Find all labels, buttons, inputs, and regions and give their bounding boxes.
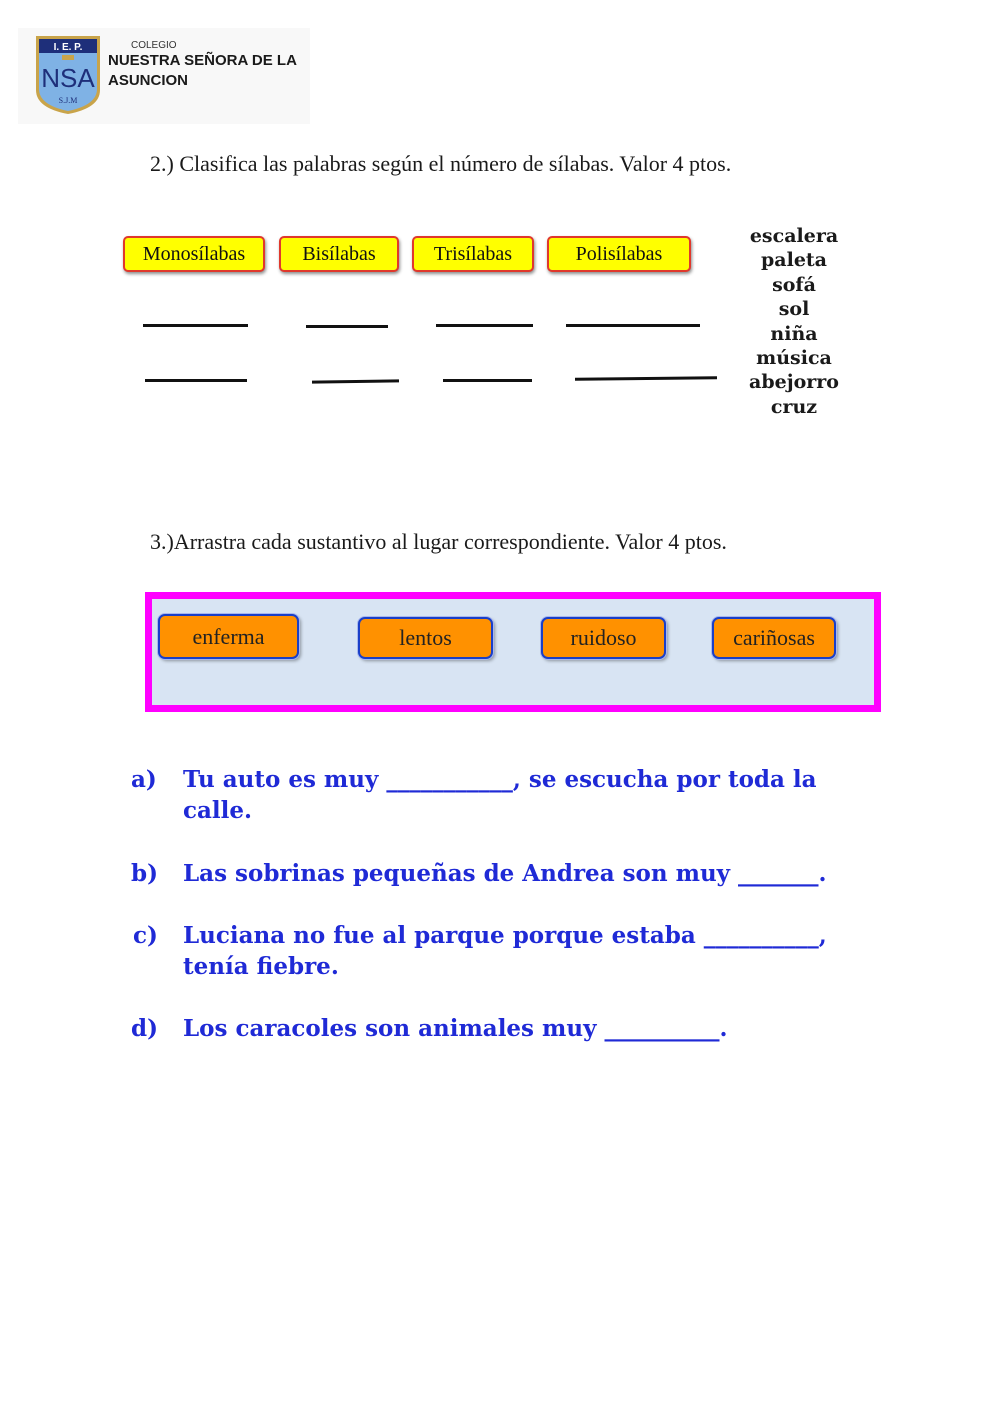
colegio-label: COLEGIO	[131, 40, 177, 51]
school-shield-logo	[34, 34, 102, 116]
school-name-line1: NUESTRA SEÑORA DE LA	[108, 52, 297, 69]
drag-chip-carinosas[interactable]: cariñosas	[712, 617, 836, 659]
sentence-letter: b)	[131, 860, 158, 887]
drag-chip-ruidoso[interactable]: ruidoso	[541, 617, 666, 659]
sentence-line: tenía fiebre.	[183, 953, 339, 980]
answer-blank-polisilabas-2[interactable]	[575, 376, 717, 380]
answer-blank-trisilabas-2[interactable]	[443, 379, 532, 382]
word-item[interactable]: abejorro	[749, 371, 839, 394]
sentence-line: Tu auto es muy ___________, se escucha por toda la	[183, 766, 817, 793]
answer-blank-monosilabas-2[interactable]	[145, 379, 247, 382]
word-item[interactable]: cruz	[770, 395, 818, 418]
answer-blank-monosilabas-1[interactable]	[143, 324, 248, 327]
sentence-a[interactable]	[183, 764, 873, 826]
shield-bottom-text: S.J.M	[58, 96, 78, 105]
category-monosilabas: Monosílabas	[123, 236, 265, 272]
word-item[interactable]: sofá	[772, 273, 816, 296]
shield-top-text: I. E. P.	[53, 42, 83, 53]
sentence-d[interactable]	[183, 1013, 873, 1044]
word-item[interactable]: sol	[778, 298, 810, 321]
sentence-line: Luciana no fue al parque porque estaba __________,	[183, 922, 827, 949]
sentence-line: Los caracoles son animales muy __________.	[183, 1015, 728, 1042]
sentence-letter: c)	[133, 922, 158, 949]
sentence-c[interactable]	[183, 920, 873, 982]
category-polisilabas: Polisílabas	[547, 236, 691, 272]
word-item[interactable]: escalera	[749, 225, 839, 247]
word-bank	[738, 224, 850, 419]
word-item[interactable]: niña	[770, 322, 818, 345]
section3-instruction: 3.)Arrastra cada sustantivo al lugar correspondiente. Valor 4 ptos.	[150, 529, 727, 554]
category-bisilabas: Bisílabas	[279, 236, 399, 272]
answer-blank-bisilabas-1[interactable]	[306, 325, 388, 328]
answer-blank-trisilabas-1[interactable]	[436, 324, 533, 327]
section2-instruction: 2.) Clasifica las palabras según el número de sílabas. Valor 4 ptos.	[150, 151, 732, 176]
category-trisilabas: Trisílabas	[412, 236, 534, 272]
drag-chip-enferma[interactable]: enferma	[158, 614, 299, 659]
sentence-letter: d)	[131, 1015, 158, 1042]
word-item[interactable]: paleta	[761, 249, 827, 272]
sentence-line: calle.	[183, 797, 253, 824]
word-item[interactable]: música	[756, 347, 832, 370]
school-name	[108, 51, 297, 91]
answer-blank-polisilabas-1[interactable]	[566, 324, 700, 327]
sentence-b[interactable]	[183, 858, 873, 889]
answer-blank-bisilabas-2[interactable]	[312, 379, 399, 383]
drag-chip-lentos[interactable]: lentos	[358, 617, 493, 659]
school-name-line2: ASUNCION	[108, 72, 189, 89]
shield-initials: NSA	[41, 63, 95, 93]
sentence-line: Las sobrinas pequeñas de Andrea son muy _______.	[183, 860, 827, 887]
sentence-letter: a)	[131, 766, 157, 793]
